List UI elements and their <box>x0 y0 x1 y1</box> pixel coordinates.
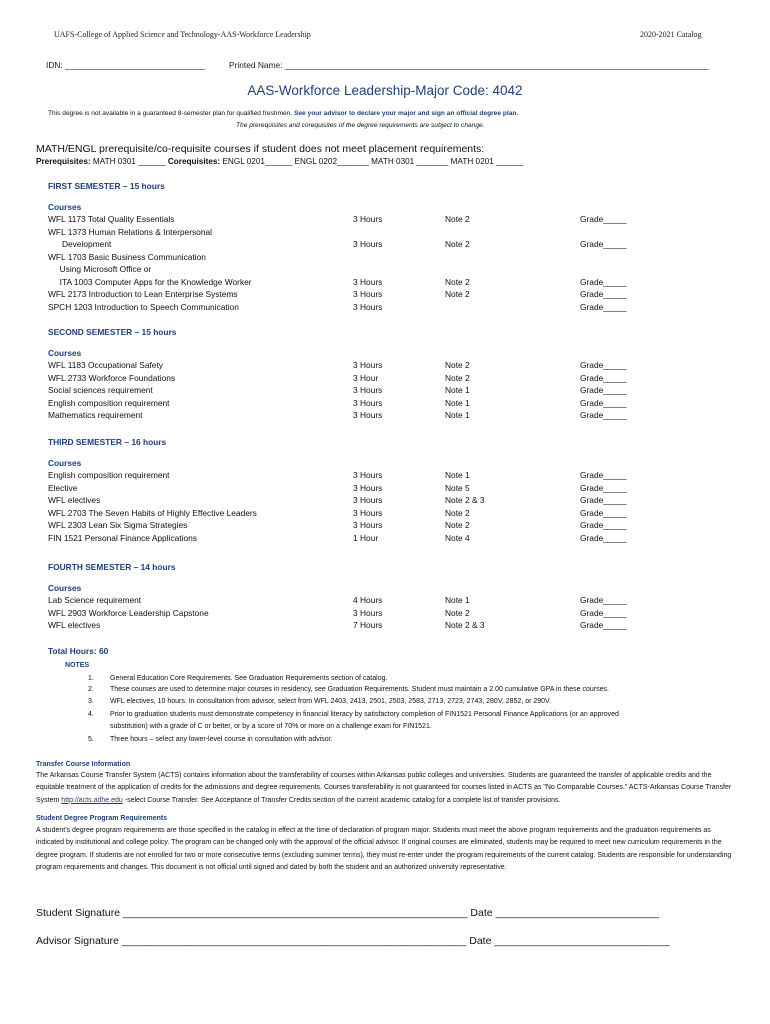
course-name: WFL 2303 Lean Six Sigma Strategies <box>48 520 188 530</box>
course-grade[interactable]: Grade_____ <box>580 214 627 224</box>
courses-label: Courses <box>48 458 82 468</box>
course-grade[interactable]: Grade_____ <box>580 520 627 530</box>
prereq-label: Prerequisites: <box>36 157 91 166</box>
courses-label: Courses <box>48 202 82 212</box>
course-note: Note 2 <box>445 607 470 618</box>
prereq-heading: MATH/ENGL prerequisite/co-requisite courses if student does not meet placement requirements: <box>36 143 485 155</box>
note-text: WFL electives, 10 hours. In consultation from advisor, select from WFL 2403, 2413, 2501, 2503, 2583, 2713, 2723, 2743, 280V, 2852, or 290V. <box>110 698 552 705</box>
note-number: 2. <box>88 686 94 693</box>
note-number: 3. <box>88 698 94 705</box>
semester-name: THIRD SEMESTER <box>48 437 122 447</box>
intro-text: This degree is not available in a guaranteed 8-semester plan for qualified freshmen. <box>48 110 293 117</box>
intro-line-1 <box>48 110 518 117</box>
course-note: Note 1 <box>445 410 470 420</box>
course-note: Note 2 <box>445 276 470 287</box>
course-name: Mathematics requirement <box>48 410 143 420</box>
course-grade[interactable]: Grade_____ <box>580 532 627 543</box>
transfer-text <box>36 770 732 807</box>
header-left: UAFS-College of Applied Science and Technology-AAS-Workforce Leadership <box>54 30 311 39</box>
course-name: WFL 1173 Total Quality Essentials <box>48 214 175 224</box>
course-note: Note 1 <box>445 397 470 408</box>
course-grade[interactable]: Grade_____ <box>580 360 627 370</box>
course-note: Note 1 <box>445 470 470 480</box>
course-name: WFL 1373 Human Relations & Interpersonal <box>48 226 213 237</box>
notes-heading: NOTES <box>65 662 90 669</box>
course-note: Note 2 & 3 <box>445 495 485 505</box>
course-name: SPCH 1203 Introduction to Speech Communication <box>48 301 239 312</box>
course-name: WFL 1183 Occupational Safety <box>48 360 163 370</box>
course-name: WFL electives <box>48 620 101 630</box>
course-name: WFL 2703 The Seven Habits of Highly Effective Leaders <box>48 507 257 518</box>
course-hours: 3 Hours <box>353 607 383 618</box>
transfer-text-a: The Arkansas Course Transfer System (ACTS) contains information about the transferability of courses within Arkansas public colleges and universities. Students are guaranteed the transfer of applicable credits and the equitable treatment of the application of credits for the admissions and degree requirements. Courses transferability is not guaranteed for courses listed in ACTS as "No Comparable Courses." ACTS-Arkansas Course Transfer System <box>36 772 732 804</box>
course-grade[interactable]: Grade_____ <box>580 495 627 505</box>
course-grade[interactable]: Grade_____ <box>580 239 627 249</box>
semester-name: FOURTH SEMESTER <box>48 562 132 572</box>
course-grade[interactable]: Grade_____ <box>580 607 627 618</box>
course-grade[interactable]: Grade_____ <box>580 410 627 420</box>
course-hours: 3 Hours <box>353 507 383 518</box>
total-hours: Total Hours: 60 <box>48 646 109 656</box>
course-name: WFL 2173 Introduction to Lean Enterprise Systems <box>48 289 238 299</box>
semester-name: FIRST SEMESTER <box>48 181 121 191</box>
course-note: Note 1 <box>445 595 470 605</box>
course-name: English composition requirement <box>48 470 170 480</box>
course-name: WFL electives <box>48 495 101 505</box>
prereq-text: MATH 0301 ______ <box>92 157 166 166</box>
semester-hours: – 14 hours <box>133 562 176 572</box>
course-hours: 3 Hours <box>353 410 383 420</box>
course-note: Note 2 <box>445 239 470 249</box>
course-grade[interactable]: Grade_____ <box>580 301 627 312</box>
coreq-label: Corequisites: <box>167 157 221 166</box>
course-name: FIN 1521 Personal Finance Applications <box>48 532 197 543</box>
course-name: English composition requirement <box>48 397 170 408</box>
course-hours: 3 Hours <box>353 470 383 480</box>
course-hours: 3 Hours <box>353 520 383 530</box>
course-hours: 3 Hour <box>353 372 379 383</box>
printed-name-field[interactable]: Printed Name: ___________________________________________________________________________________________ <box>229 60 709 70</box>
course-name: WFL 1703 Basic Business Communication <box>48 251 206 262</box>
course-hours: 1 Hour <box>353 532 379 543</box>
intro-line-2: The prerequisites and corequisites of the degree requirements are subject to change. <box>236 122 485 129</box>
course-note: Note 2 & 3 <box>445 620 485 630</box>
note-text: These courses are used to determine major courses in residency, see Graduation Requirements. Student must maintain a 2.00 cumulative GPA in these courses. <box>110 686 609 693</box>
course-name: Elective <box>48 482 78 493</box>
transfer-heading: Transfer Course Information <box>36 761 131 768</box>
course-hours: 3 Hours <box>353 397 383 408</box>
course-hours: 3 Hours <box>353 276 383 287</box>
course-note: Note 2 <box>445 507 470 518</box>
course-name: Using Microsoft Office or <box>48 264 152 274</box>
course-hours: 3 Hours <box>353 482 383 493</box>
semester-title <box>48 562 176 572</box>
semester-hours: – 16 hours <box>124 437 167 447</box>
course-grade[interactable]: Grade_____ <box>580 595 627 605</box>
course-name: WFL 2733 Workforce Foundations <box>48 372 176 383</box>
course-name: Social sciences requirement <box>48 385 153 395</box>
course-name: Development <box>48 239 112 249</box>
course-hours: 3 Hours <box>353 360 383 370</box>
header-right: 2020-2021 Catalog <box>640 30 702 39</box>
course-grade[interactable]: Grade_____ <box>580 385 627 395</box>
note-text: Three hours – select any lower-level course in consultation with advisor. <box>110 736 333 743</box>
prereq-line <box>36 157 523 166</box>
course-hours: 4 Hours <box>353 595 383 605</box>
course-hours: 3 Hours <box>353 301 383 312</box>
course-grade[interactable]: Grade_____ <box>580 289 627 299</box>
note-text: General Education Core Requirements. See Graduation Requirements section of catalog. <box>110 675 388 682</box>
course-note: Note 5 <box>445 482 470 493</box>
semester-title <box>48 327 176 337</box>
course-hours: 3 Hours <box>353 385 383 395</box>
course-grade[interactable]: Grade_____ <box>580 470 627 480</box>
course-grade[interactable]: Grade_____ <box>580 276 627 287</box>
transfer-text-b: -select Course Transfer. See Acceptance of Transfer Credits section of the current academic catalog for a complete list of transfer provisions. <box>122 796 561 804</box>
coreq-text: ENGL 0201______ ENGL 0202_______ MATH 0301 _______ MATH 0201 ______ <box>222 157 524 166</box>
course-note: Note 1 <box>445 385 470 395</box>
note-text-continued: substitution) with a grade of C or better, or by a score of 70% or more on a challenge exam for FIN1521. <box>110 723 432 730</box>
courses-label: Courses <box>48 583 82 593</box>
course-hours: 3 Hours <box>353 289 383 299</box>
course-note: Note 2 <box>445 360 470 370</box>
note-number: 1. <box>88 675 94 682</box>
course-hours: 7 Hours <box>353 620 383 630</box>
courses-label: Courses <box>48 348 82 358</box>
intro-advisor-text: See your advisor to declare your major and sign an official degree plan. <box>293 110 519 117</box>
course-name: Lab Science requirement <box>48 595 142 605</box>
semester-title <box>48 437 166 447</box>
semester-name: SECOND SEMESTER <box>48 327 133 337</box>
course-name: WFL 2903 Workforce Leadership Capstone <box>48 607 209 618</box>
course-note: Note 4 <box>445 532 470 543</box>
note-number: 4. <box>88 711 94 718</box>
semester-hours: – 15 hours <box>122 181 165 191</box>
student-signature-line[interactable]: Student Signature ___________________________________________________________ Date ____________________________ <box>36 907 660 919</box>
note-text: Prior to graduation students must demonstrate competency in financial literacy by satisfactory completion of FIN1521 Personal Finance Applications (or an approved <box>110 711 619 718</box>
course-grade[interactable]: Grade_____ <box>580 620 627 630</box>
course-name: ITA 1003 Computer Apps for the Knowledge Worker <box>48 276 252 287</box>
course-hours: 3 Hours <box>353 214 383 224</box>
page-title: AAS-Workforce Leadership-Major Code: 4042 <box>247 83 523 98</box>
course-note: Note 2 <box>445 214 470 224</box>
course-grade[interactable]: Grade_____ <box>580 482 627 493</box>
course-grade[interactable]: Grade_____ <box>580 372 627 383</box>
semester-hours: – 15 hours <box>134 327 177 337</box>
course-hours: 3 Hours <box>353 495 383 505</box>
course-note: Note 2 <box>445 372 470 383</box>
note-number: 5. <box>88 736 94 743</box>
acts-link[interactable]: http://acts.adhe.edu <box>61 796 123 804</box>
semester-title <box>48 181 165 191</box>
advisor-signature-line[interactable]: Advisor Signature ___________________________________________________________ Date ______________________________ <box>36 935 670 947</box>
course-grade[interactable]: Grade_____ <box>580 507 627 518</box>
student-req-text: A student's degree program requirements are those specified in the catalog in effect at the time of declaration of program major. Students must meet the above program requirements and the graduation requirements as indicated by institutional and college policy. The program can be changed only with the approval of the official advisor. If original courses are eliminated, students may be required to meet new curriculum requirements in the degree program. If students are not enrolled for two or more consecutive terms (excluding summer terms), they must re-enter under the program requirements of the current catalog. Students are responsible for understanding program requirements and changes. This document is not official until signed and dated by both the student and an authorized university representative. <box>36 827 732 871</box>
idn-field[interactable]: IDN: ______________________________ <box>46 60 205 70</box>
course-grade[interactable]: Grade_____ <box>580 397 627 408</box>
course-hours: 3 Hours <box>353 239 383 249</box>
student-req-heading: Student Degree Program Requirements <box>36 815 168 822</box>
course-note: Note 2 <box>445 289 470 299</box>
course-note: Note 2 <box>445 520 470 530</box>
